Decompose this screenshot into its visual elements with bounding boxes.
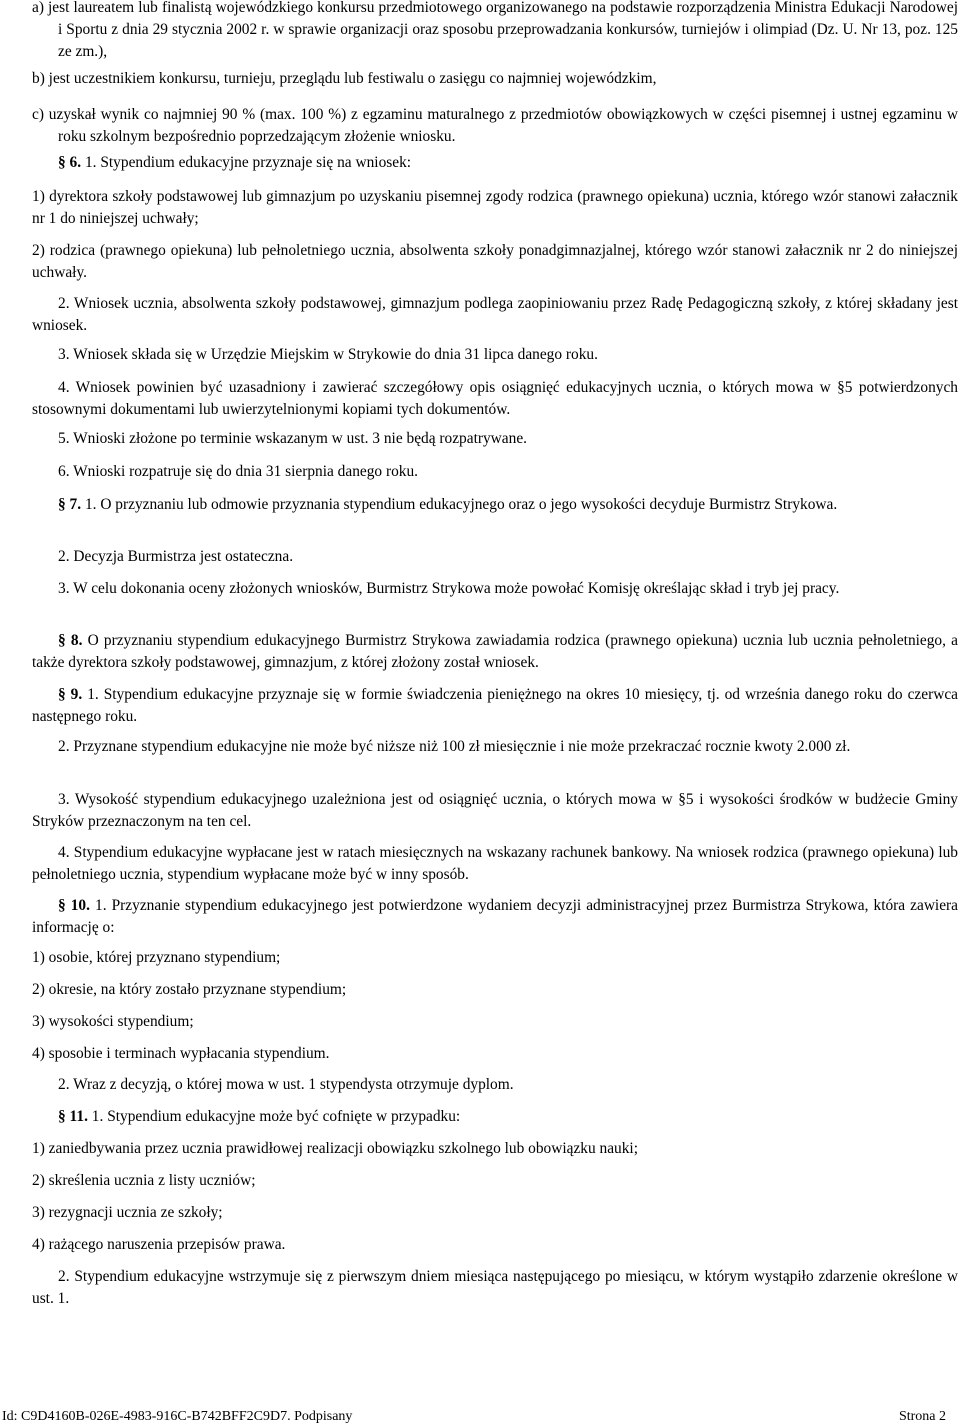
section-11-text: 1. Stypendium edukacyjne może być cofnięte w przypadku: xyxy=(91,1108,461,1125)
section-6-item-1 xyxy=(32,152,958,174)
section-6-item-6: 6. Wnioski rozpatruje się do dnia 31 sierpnia danego roku. xyxy=(58,463,419,480)
section-7-number: § 7. xyxy=(58,496,82,513)
section-11-number: § 11. xyxy=(58,1108,88,1125)
section-10-item-1-2: 2) okresie, na który zostało przyznane stypendium; xyxy=(32,981,347,998)
section-10-item-1-4: 4) sposobie i terminach wypłacania stypendium. xyxy=(32,1045,330,1062)
section-9-item-1 xyxy=(32,684,958,728)
section-10-item-1-3: 3) wysokości stypendium; xyxy=(32,1013,194,1030)
section-10-item-1 xyxy=(32,895,958,939)
section-8-text: O przyznaniu stypendium edukacyjnego Burmistrz Strykowa zawiadamia rodzica (prawnego opiekuna) ucznia lub ucznia pełnoletniego, a także dyrektora szkoły podstawowej, gimnazjum, z której złożony został wniosek. xyxy=(32,632,958,671)
section-9-item-2: 2. Przyznane stypendium edukacyjne nie może być niższe niż 100 zł miesięcznie i nie może przekraczać rocznie kwoty 2.000 zł. xyxy=(58,738,851,755)
section-9-item-4: 4. Stypendium edukacyjne wypłacane jest w ratach miesięcznych na wskazany rachunek bankowy. Na wniosek rodzica (prawnego opiekuna) lub pełnoletniego ucznia, stypendium wypłacane może być w inny sposób. xyxy=(32,844,958,883)
section-11-item-1 xyxy=(32,1106,958,1128)
paragraph-a: a) jest laureatem lub finalistą wojewódzkiego konkursu przedmiotowego organizowanego na podstawie rozporządzenia Ministra Edukacji Narodowej i Sportu z dnia 29 stycznia 2002 r. w sprawie organizacji oraz sposobu przeprowadzania konkursów, turniejów i olimpiad (Dz. U. Nr 13, poz. 125 ze zm.), xyxy=(32,0,958,60)
section-8-number: § 8. xyxy=(58,632,83,649)
document-id: Id: C9D4160B-026E-4983-916C-B742BFF2C9D7. Podpisany xyxy=(2,1409,353,1424)
section-9-text: 1. Stypendium edukacyjne przyznaje się w formie świadczenia pieniężnego na okres 10 miesięcy, tj. od września danego roku do czerwca następnego roku. xyxy=(32,686,958,725)
section-10-item-1-1: 1) osobie, której przyznano stypendium; xyxy=(32,949,281,966)
section-6-number: § 6. xyxy=(58,154,82,171)
section-11-item-1-1: 1) zaniedbywania przez ucznia prawidłowej realizacji obowiązku szkolnego lub obowiązku nauki; xyxy=(32,1140,638,1157)
section-9-item-3: 3. Wysokość stypendium edukacyjnego uzależniona jest od osiągnięć ucznia, o których mowa w §5 i wysokości środków w budżecie Gminy Stryków przeznaczonym na ten cel. xyxy=(32,791,958,830)
section-10-number: § 10. xyxy=(58,897,90,914)
paragraph-b: b) jest uczestnikiem konkursu, turnieju, przeglądu lub festiwalu o zasięgu co najmniej wojewódzkim, xyxy=(32,70,657,87)
section-11-item-2: 2. Stypendium edukacyjne wstrzymuje się z pierwszym dniem miesiąca następującego po miesiącu, w którym wystąpiło zdarzenie określone w ust. 1. xyxy=(32,1268,958,1307)
section-6-text: 1. Stypendium edukacyjne przyznaje się na wniosek: xyxy=(84,154,412,171)
section-11-item-1-2: 2) skreślenia ucznia z listy uczniów; xyxy=(32,1172,256,1189)
section-6-item-4: 4. Wniosek powinien być uzasadniony i zawierać szczegółowy opis osiągnięć edukacyjnych ucznia, o których mowa w §5 potwierdzonych stosownymi dokumentami lub uwierzytelnionymi kopiami tych dokumentów. xyxy=(32,379,958,418)
section-7-item-3: 3. W celu dokonania oceny złożonych wniosków, Burmistrz Strykowa może powołać Komisję określając skład i tryb jej pracy. xyxy=(58,580,840,597)
section-7-text: 1. O przyznaniu lub odmowie przyznania stypendium edukacyjnego oraz o jego wysokości decyduje Burmistrz Strykowa. xyxy=(84,496,838,513)
section-6-item-3: 3. Wniosek składa się w Urzędzie Miejskim w Strykowie do dnia 31 lipca danego roku. xyxy=(58,346,598,363)
section-10-item-2: 2. Wraz z decyzją, o której mowa w ust. 1 stypendysta otrzymuje dyplom. xyxy=(58,1076,514,1093)
section-11-item-1-3: 3) rezygnacji ucznia ze szkoły; xyxy=(32,1204,223,1221)
section-8 xyxy=(32,630,958,674)
section-11-item-1-4: 4) rażącego naruszenia przepisów prawa. xyxy=(32,1236,286,1253)
section-7-item-1 xyxy=(32,494,958,516)
section-10-text: 1. Przyznanie stypendium edukacyjnego jest potwierdzone wydaniem decyzji administracyjnej przez Burmistrza Strykowa, która zawiera informację o: xyxy=(32,897,958,936)
paragraph-c: c) uzyskał wynik co najmniej 90 % (max. 100 %) z egzaminu maturalnego z przedmiotów obowiązkowych w części pisemnej i ustnej egzaminu w roku szkolnym bezpośrednio poprzedzającym złożenie wniosku. xyxy=(32,106,958,145)
page-number: Strona 2 xyxy=(898,1409,946,1424)
section-6-item-1-2: 2) rodzica (prawnego opiekuna) lub pełnoletniego ucznia, absolwenta szkoły ponadgimnazjalnej, którego wzór stanowi załacznik nr 2 do niniejszej uchwały. xyxy=(32,242,958,281)
section-6-item-2: 2. Wniosek ucznia, absolwenta szkoły podstawowej, gimnazjum podlega zaopiniowaniu przez Radę Pedagogiczną szkoły, z której składany jest wniosek. xyxy=(32,295,958,334)
section-6-item-1-1: 1) dyrektora szkoły podstawowej lub gimnazjum po uzyskaniu pisemnej zgody rodzica (prawnego opiekuna) ucznia, którego wzór stanowi załacznik nr 1 do niniejszej uchwały; xyxy=(32,188,958,227)
section-7-item-2: 2. Decyzja Burmistrza jest ostateczna. xyxy=(58,548,294,565)
section-9-number: § 9. xyxy=(58,686,83,703)
section-6-item-5: 5. Wnioski złożone po terminie wskazanym w ust. 3 nie będą rozpatrywane. xyxy=(58,430,527,447)
